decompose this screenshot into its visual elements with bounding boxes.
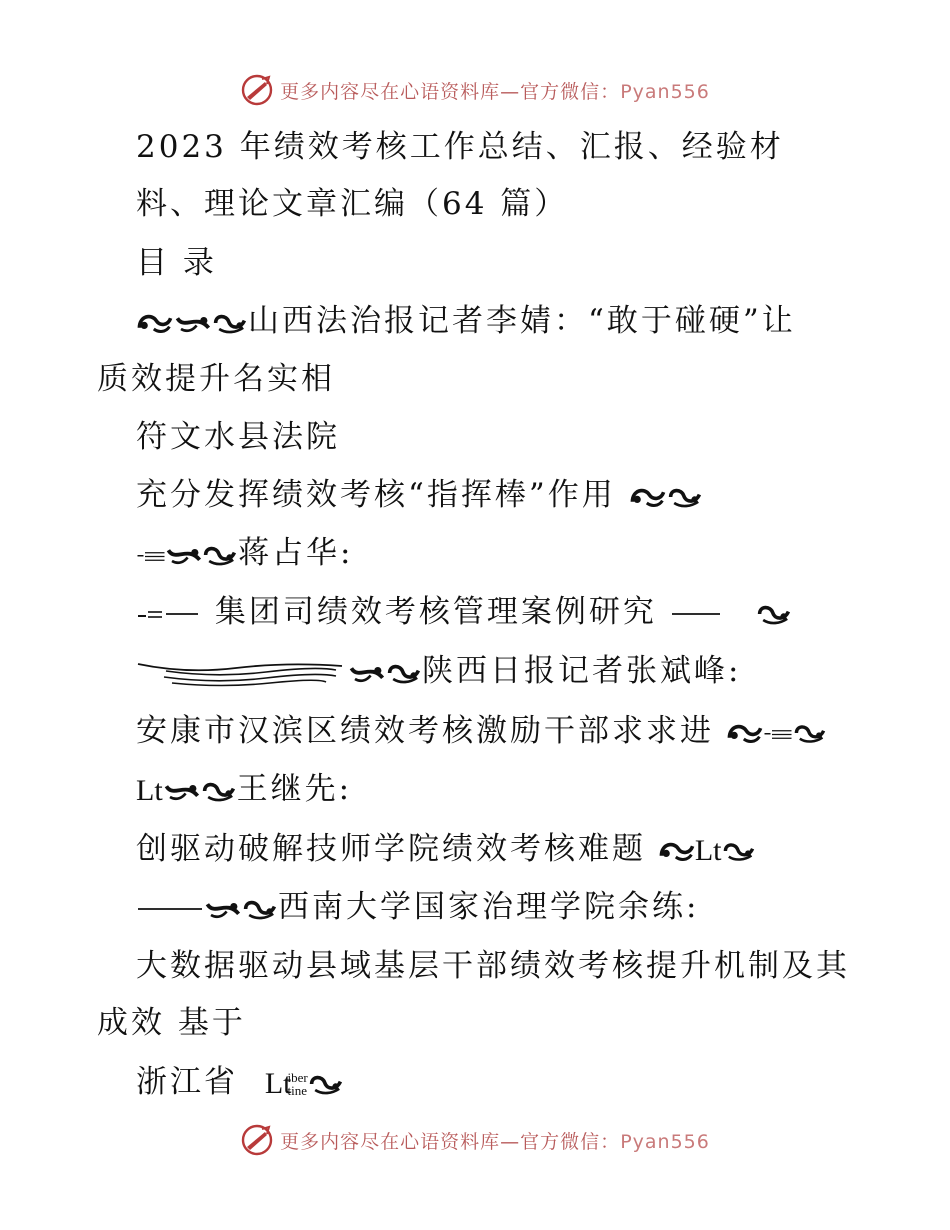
toc-line-text: 集团司绩效考核管理案例研究 [214, 594, 657, 630]
banner-wechat-label: 官方微信： [520, 80, 621, 103]
ornament-icon [659, 839, 695, 863]
toc-line [0, 589, 950, 635]
ornament-icon [727, 721, 763, 745]
toc-line [0, 648, 950, 694]
ornament-icon [667, 485, 703, 509]
wavy-lines-ornament-icon [136, 658, 348, 688]
lt-ligature-glyph: Lt [264, 1066, 292, 1100]
banner-wechat-id: Pyan556 [620, 1130, 710, 1153]
ornament-icon [136, 604, 202, 624]
footer-watermark-banner [0, 1120, 950, 1160]
banner-text [280, 1127, 710, 1154]
toc-line-text: 创驱动破解技师学院绩效考核难题 [136, 831, 646, 867]
toc-line: 成效 基于 [97, 1005, 246, 1041]
toc-line-text: 陕西日报记者张斌峰: [422, 653, 742, 689]
ornament-icon [793, 721, 827, 745]
ornament-icon [136, 311, 174, 335]
tine-glyph: tine [287, 1082, 308, 1098]
toc-line: 大数据驱动县域基层干部绩效考核提升机制及其 [136, 948, 850, 984]
toc-line-text: 浙江省 [136, 1064, 238, 1100]
ornament-icon [308, 1072, 344, 1096]
toc-line: 符文水县法院 [136, 419, 340, 455]
ornament-icon [202, 543, 238, 567]
toc-line-text: 西南大学国家治理学院余练: [278, 889, 700, 925]
toc-line [0, 766, 950, 812]
liber-tine-stack [288, 1071, 308, 1097]
toc-heading: 目 录 [136, 245, 217, 281]
banner-dash: — [500, 1130, 521, 1153]
title-line-1: 2023 年绩效考核工作总结、汇报、经验材 [136, 129, 784, 165]
toc-line-text: 蒋占华: [238, 535, 354, 571]
title-line-2: 料、理论文章汇编（64 篇） [136, 186, 569, 222]
pen-logo-icon [240, 73, 274, 107]
banner-library-name: 更多内容尽在心语资料库 [280, 80, 501, 103]
ornament-icon [212, 311, 248, 335]
ornament-icon [348, 661, 386, 685]
banner-library-name: 更多内容尽在心语资料库 [280, 1130, 501, 1153]
lt-ligature-glyph: Lt [694, 833, 722, 867]
toc-line [0, 884, 950, 930]
ornament-icon [670, 604, 756, 624]
toc-line-text: 安康市汉滨区绩效考核激励干部求求进 [136, 713, 714, 749]
ornament-icon [242, 897, 278, 921]
toc-line [0, 530, 950, 576]
toc-line [0, 1059, 950, 1105]
ornament-icon [174, 311, 212, 335]
toc-line: 质效提升名实相 [97, 361, 335, 397]
toc-line-text: 王继先: [236, 771, 353, 807]
toc-line [0, 826, 950, 872]
lt-ligature-glyph: Lt [136, 773, 163, 807]
banner-text [280, 77, 710, 104]
ornament-icon [163, 779, 201, 803]
ornament-icon [763, 723, 793, 743]
toc-line [0, 298, 950, 344]
ornament-icon [136, 545, 166, 565]
toc-line-text: 充分发挥绩效考核“指挥棒”作用 [136, 477, 616, 513]
toc-line-text: 山西法治报记者李婧：“敢于碰硬”让 [248, 303, 796, 339]
ornament-icon [166, 543, 202, 567]
header-watermark-banner [0, 70, 950, 110]
toc-line [0, 708, 950, 754]
ornament-icon [201, 779, 237, 803]
banner-dash: — [500, 80, 521, 103]
ornament-icon [204, 897, 242, 921]
ornament-icon [629, 485, 667, 509]
liber-glyph: iber [287, 1069, 308, 1085]
ornament-icon [722, 839, 756, 863]
banner-wechat-label: 官方微信： [520, 1130, 621, 1153]
ornament-icon [386, 661, 422, 685]
dash-ornament-icon [136, 899, 204, 919]
toc-line [0, 472, 950, 518]
banner-wechat-id: Pyan556 [620, 80, 710, 103]
ornament-icon [756, 602, 792, 626]
pen-logo-icon [240, 1123, 274, 1157]
